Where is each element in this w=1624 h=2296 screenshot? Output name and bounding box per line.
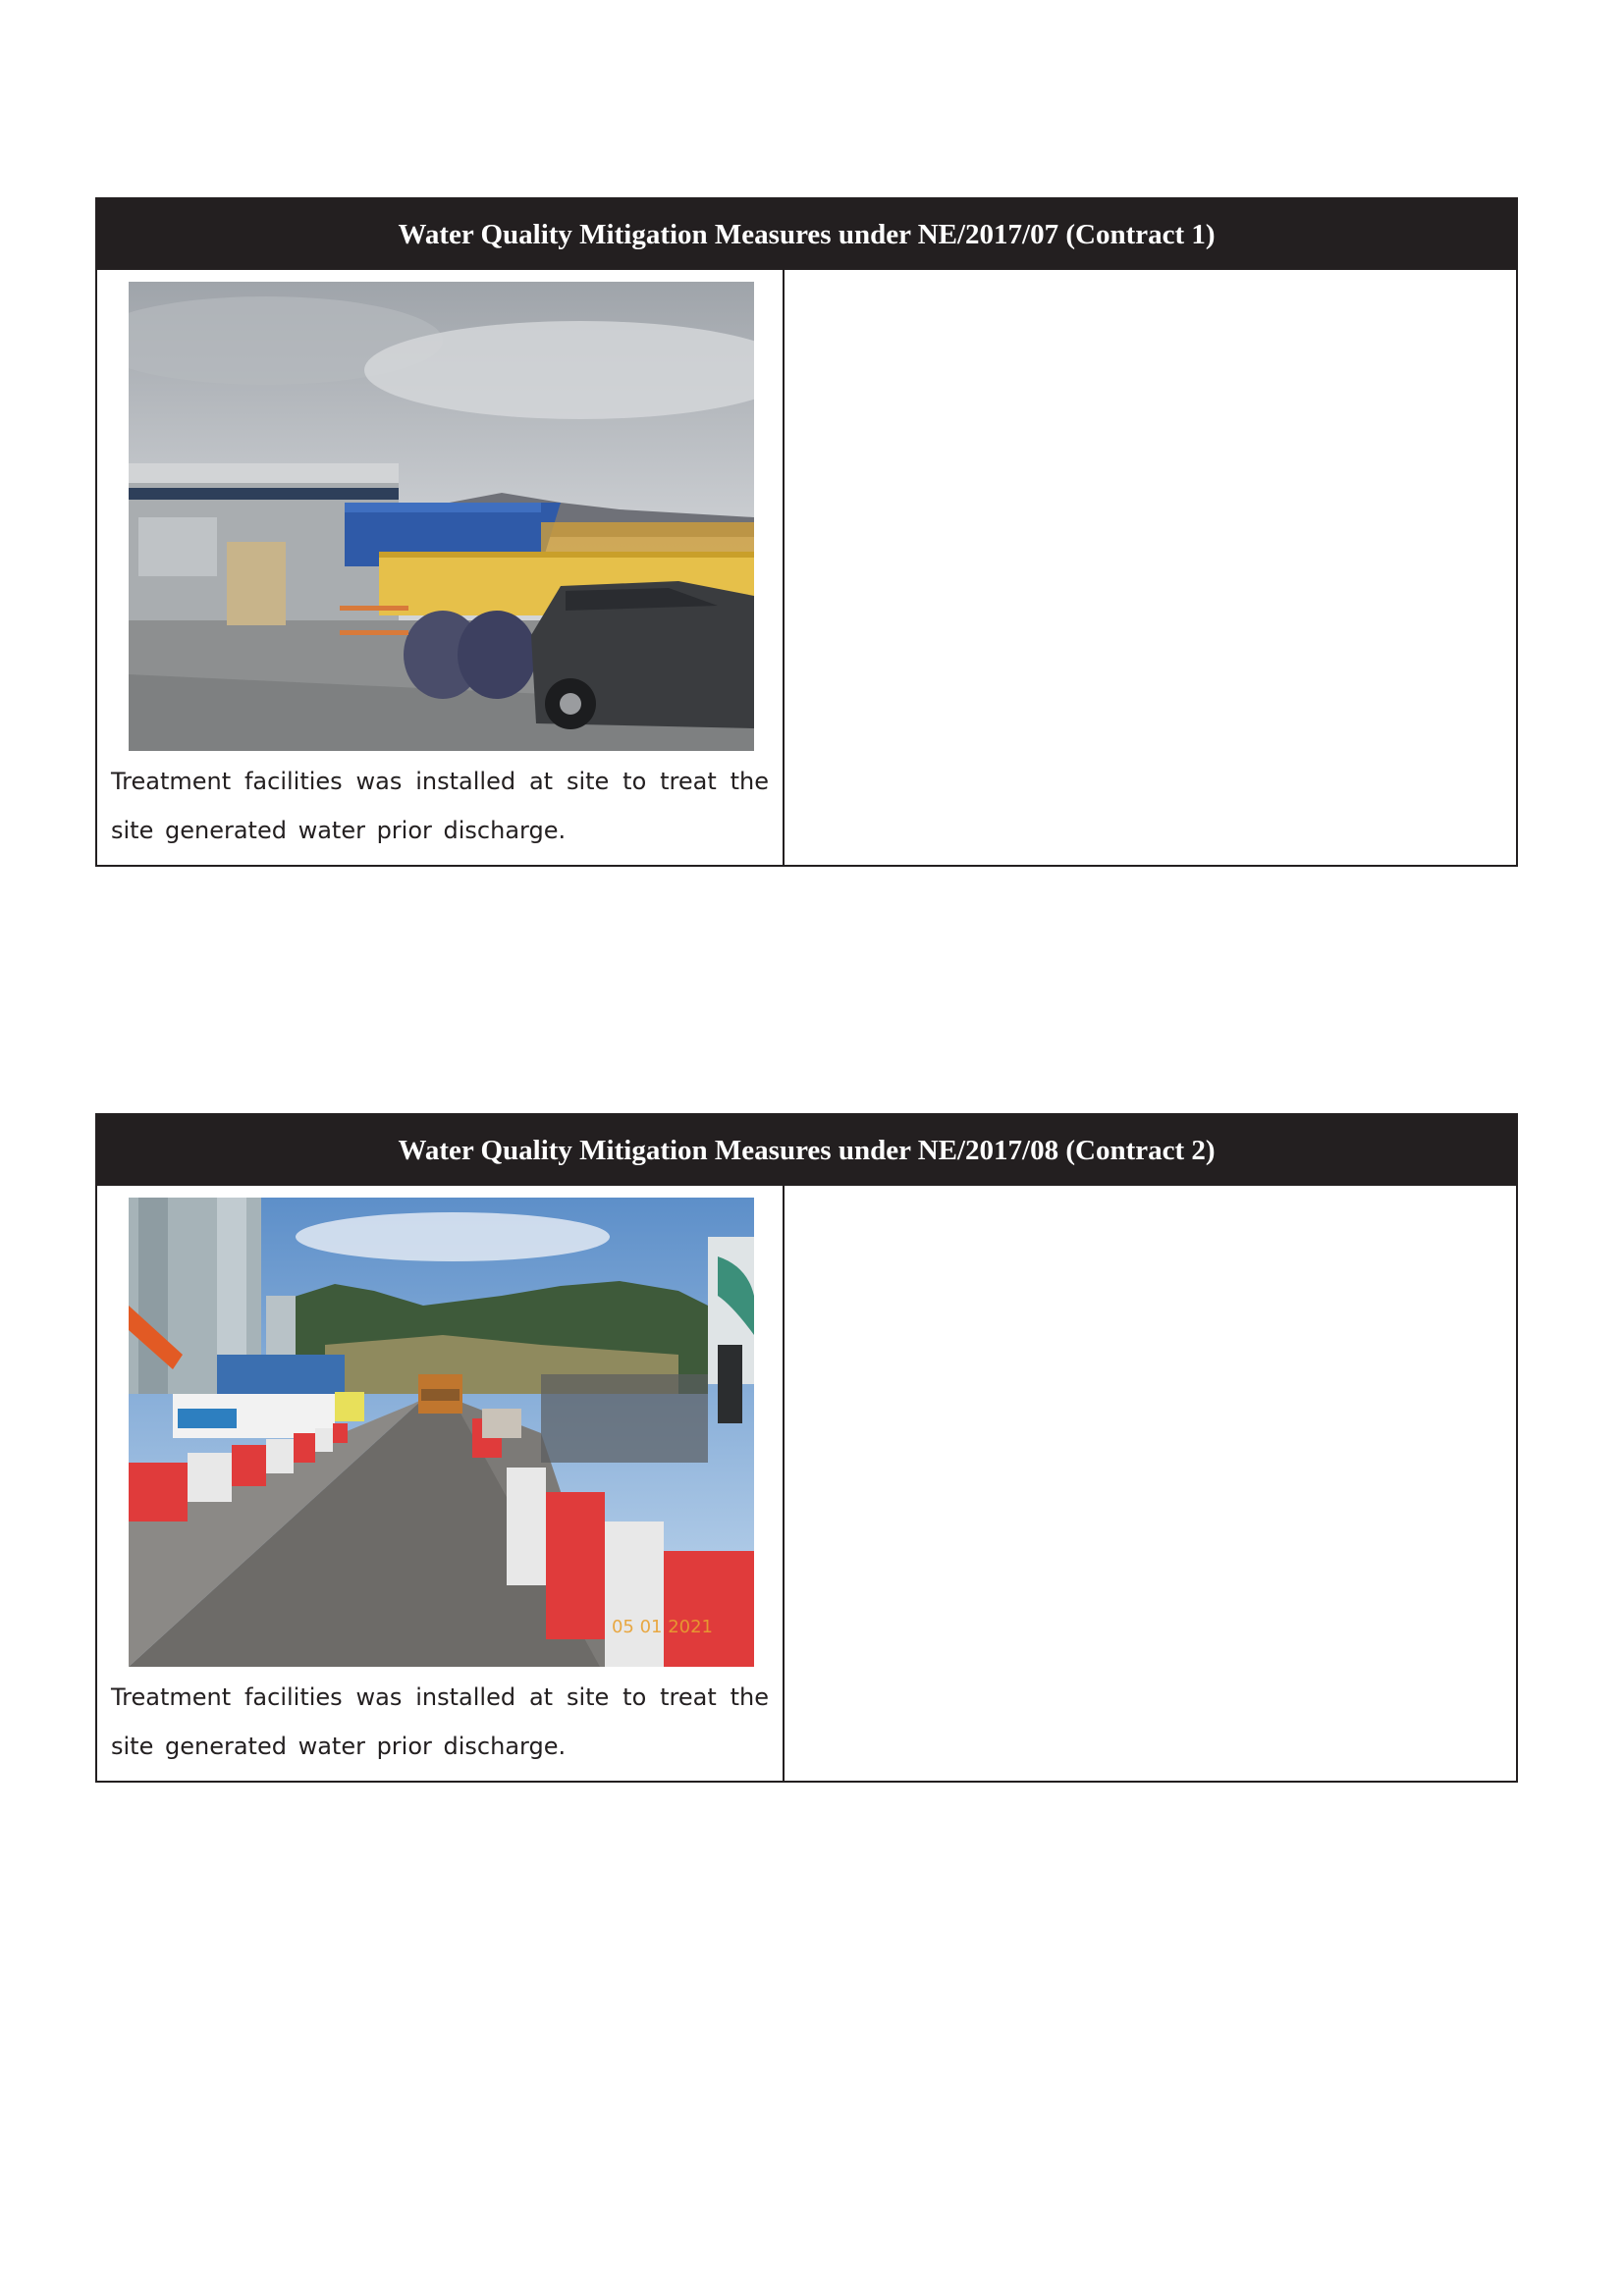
table-header <box>97 1115 1516 1186</box>
table-body <box>97 270 1516 865</box>
site-photo-treatment-facility <box>129 282 754 751</box>
table-header <box>97 199 1516 270</box>
site-photo-road-works <box>129 1198 754 1667</box>
photo-cell <box>97 270 785 865</box>
empty-cell <box>785 270 1516 865</box>
table-title: Water Quality Mitigation Measures under NE/2017/08 (Contract 2) <box>398 1134 1216 1166</box>
photo-caption: Treatment facilities was installed at site to treat the site generated water prior discharge. <box>111 768 769 844</box>
photo-date-stamp: 05 01 2021 <box>611 1617 713 1637</box>
photo-cell <box>97 1186 785 1781</box>
photo-caption: Treatment facilities was installed at site to treat the site generated water prior discharge. <box>111 1683 769 1760</box>
table-title: Water Quality Mitigation Measures under NE/2017/07 (Contract 1) <box>398 218 1216 250</box>
mitigation-table-contract-1 <box>95 197 1518 867</box>
empty-cell <box>785 1186 1516 1781</box>
mitigation-table-contract-2 <box>95 1113 1518 1783</box>
table-body <box>97 1186 1516 1781</box>
